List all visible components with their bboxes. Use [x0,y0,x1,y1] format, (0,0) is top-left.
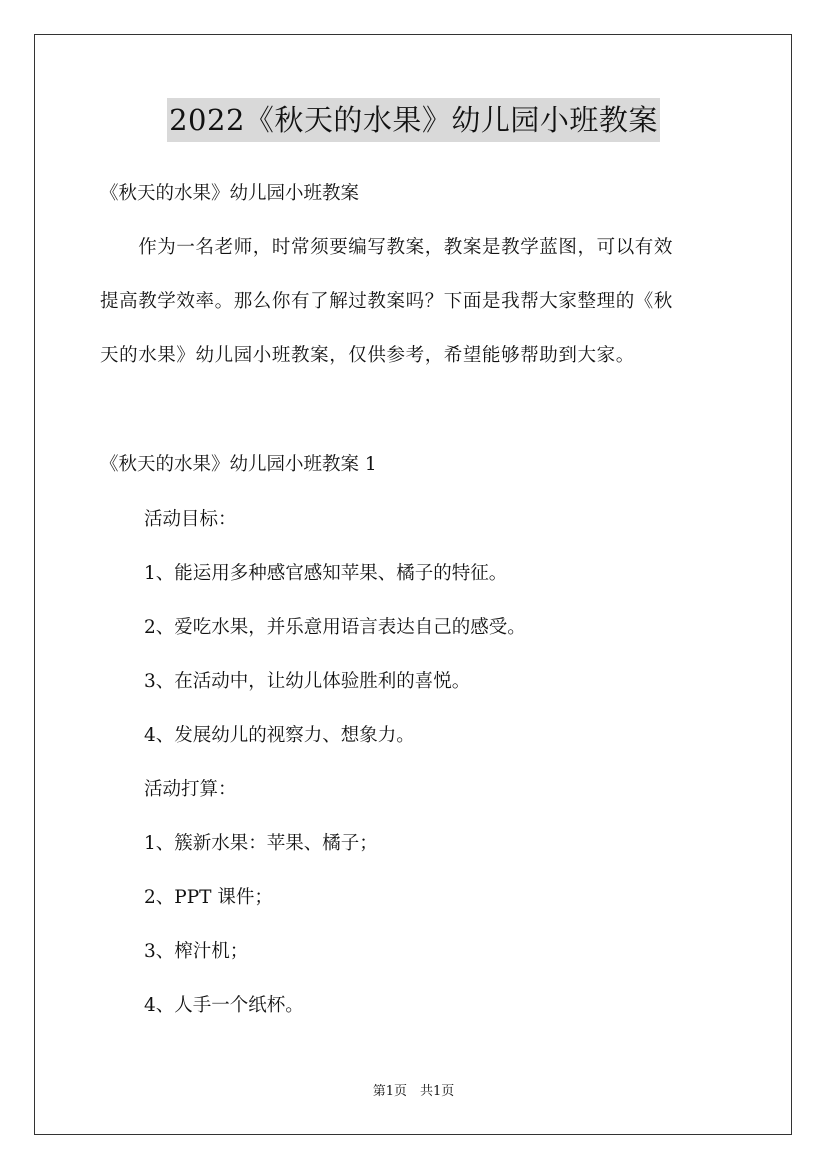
prep-item-1: 1、簇新水果：苹果、橘子； [144,833,378,854]
prep-heading: 活动打算： [144,779,237,800]
prep-item-4: 4、人手一个纸杯。 [144,995,304,1016]
document-subtitle: 《秋天的水果》幼儿园小班教案 [100,183,360,204]
intro-line-2: 提高教学效率。那么你有了解过教案吗？下面是我帮大家整理的《秋 [100,291,674,312]
prep-item-3: 3、榨汁机； [144,941,249,962]
intro-line-3: 天的水果》幼儿园小班教案，仅供参考，希望能够帮助到大家。 [100,345,635,366]
title-wrap [0,98,827,142]
goals-heading: 活动目标： [144,509,237,530]
goal-item-2: 2、爱吃水果，并乐意用语言表达自己的感受。 [144,617,526,638]
goal-item-3: 3、在活动中，让幼儿体验胜利的喜悦。 [144,671,471,692]
prep-item-2: 2、PPT 课件； [144,887,273,908]
goal-item-4: 4、发展幼儿的视察力、想象力。 [144,725,415,746]
intro-line-1: 作为一名老师，时常须要编写教案，教案是教学蓝图，可以有效 [100,237,674,258]
goal-item-1: 1、能运用多种感官感知苹果、橘子的特征。 [144,563,508,584]
document-title: 2022《秋天的水果》幼儿园小班教案 [167,98,660,142]
page-footer: 第1页 共1页 [372,1084,455,1099]
section-heading: 《秋天的水果》幼儿园小班教案 1 [100,454,377,475]
